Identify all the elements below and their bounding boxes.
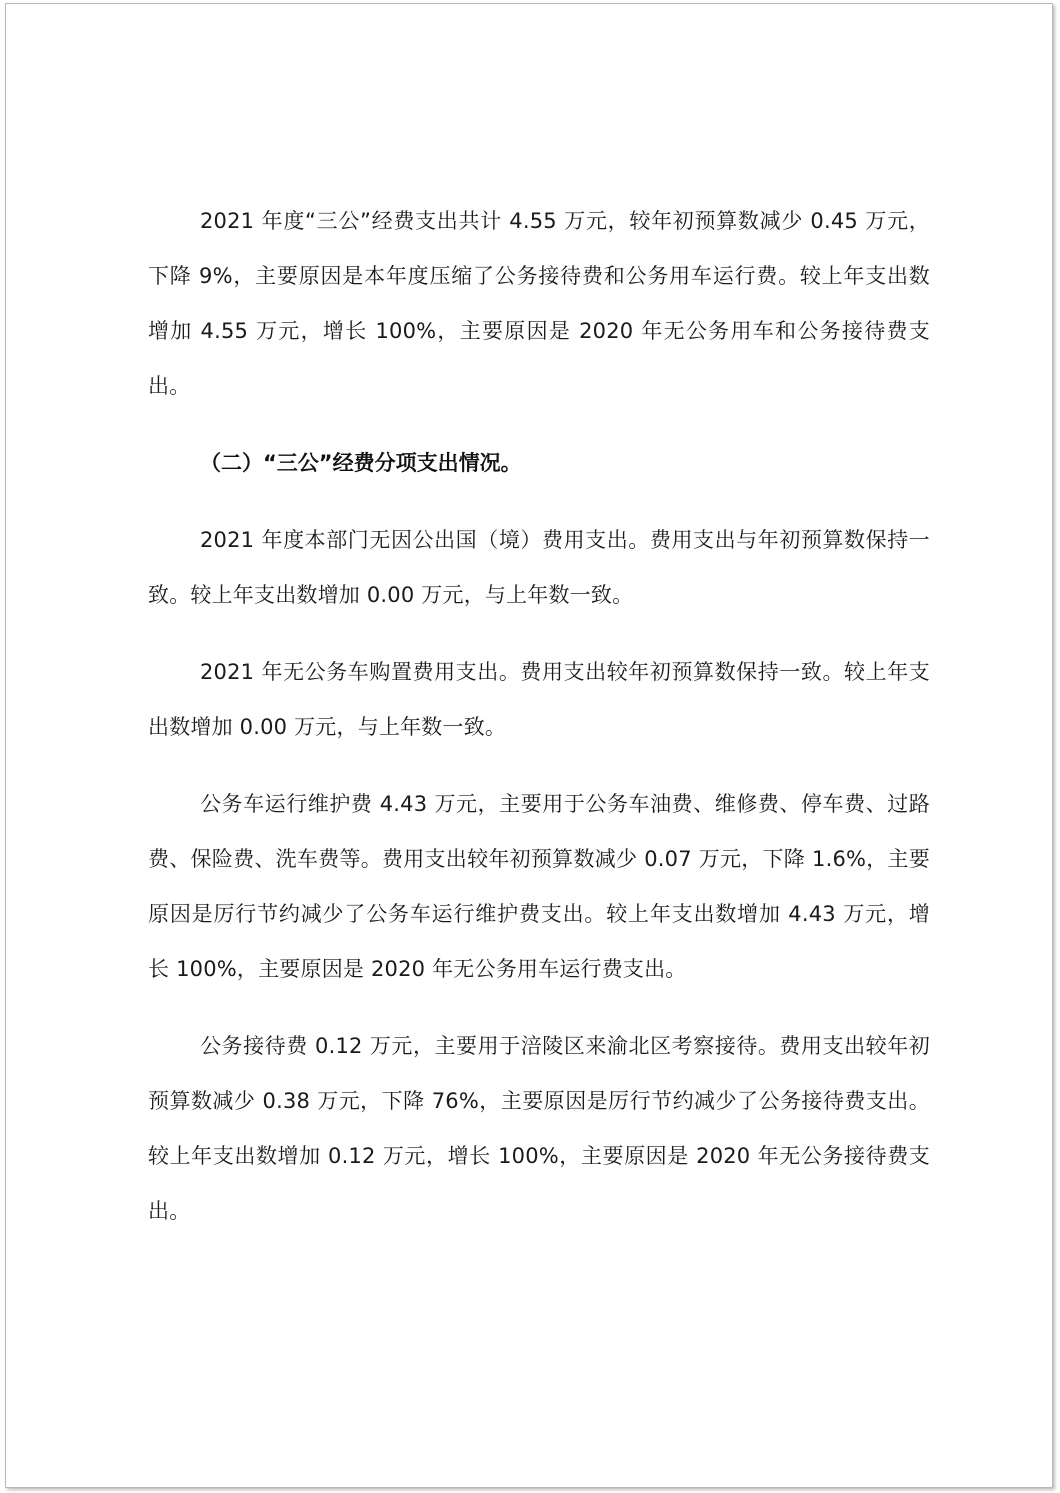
- document-body: [148, 194, 930, 1261]
- paragraph-overseas-travel: 2021 年度本部门无因公出国（境）费用支出。费用支出与年初预算数保持一致。较上年支出数增加 0.00 万元，与上年数一致。: [148, 528, 930, 607]
- paragraph-summary: 2021 年度“三公”经费支出共计 4.55 万元，较年初预算数减少 0.45 万元，下降 9%，主要原因是本年度压缩了公务接待费和公务用车运行费。较上年支出数增加 4.55 万元，增长 100%，主要原因是 2020 年无公务用车和公务接待费支出。: [148, 209, 930, 398]
- section-heading: （二）“三公”经费分项支出情况。: [200, 451, 522, 475]
- paragraph-vehicle-maintenance: 公务车运行维护费 4.43 万元，主要用于公务车油费、维修费、停车费、过路费、保险费、洗车费等。费用支出较年初预算数减少 0.07 万元，下降 1.6%，主要原因是厉行节约减少了公务车运行维护费支出。较上年支出数增加 4.43 万元，增长 100%，主要原因是 2020 年无公务用车运行费支出。: [148, 792, 930, 981]
- paragraph-vehicle-purchase: 2021 年无公务车购置费用支出。费用支出较年初预算数保持一致。较上年支出数增加 0.00 万元，与上年数一致。: [148, 660, 930, 739]
- paragraph-reception: 公务接待费 0.12 万元，主要用于涪陵区来渝北区考察接待。费用支出较年初预算数减少 0.38 万元，下降 76%，主要原因是厉行节约减少了公务接待费支出。较上年支出数增加 0.12 万元，增长 100%，主要原因是 2020 年无公务接待费支出。: [148, 1034, 930, 1223]
- document-page: [5, 3, 1053, 1488]
